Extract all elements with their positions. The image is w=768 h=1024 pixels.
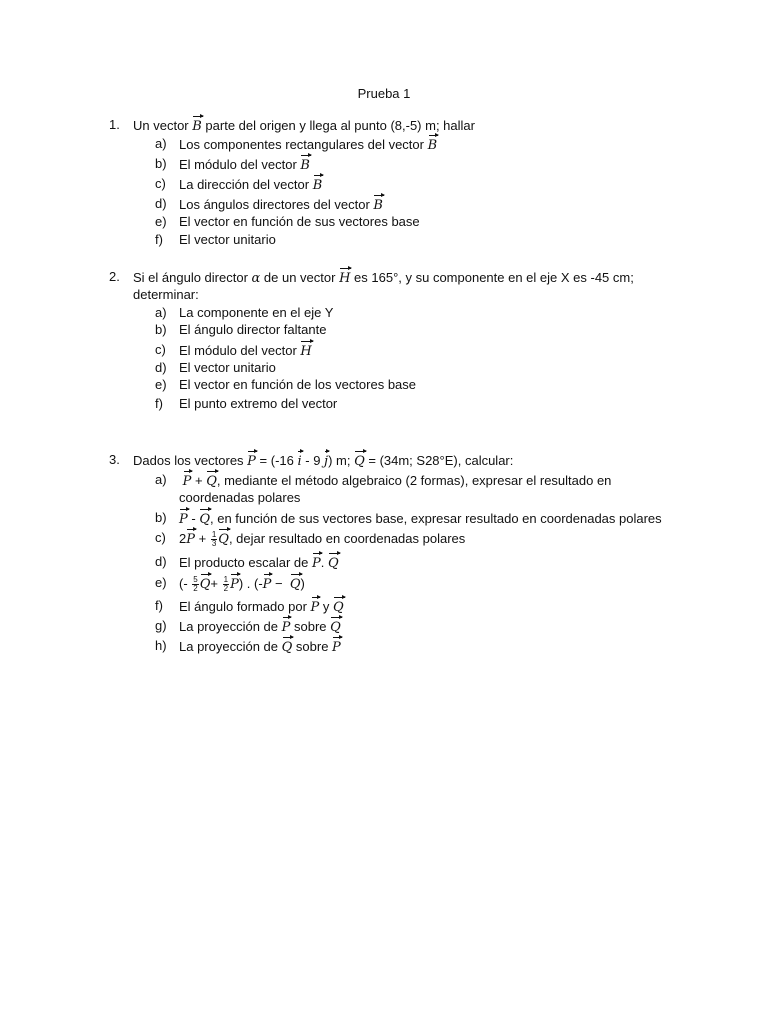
question-number: 2. xyxy=(109,269,120,284)
question-number: 3. xyxy=(109,452,120,467)
fraction: $\frac{1}{3}$ xyxy=(211,530,217,549)
question-number: 1. xyxy=(109,117,120,132)
question-text: Dados los vectores P = (-16 i - 9 j) m; Q = (34m; S28°E), calcular: xyxy=(133,453,514,469)
question-text: Un vector B parte del origen y llega al punto (8,-5) m; hallar xyxy=(133,118,475,134)
question-text: Si el ángulo director α de un vector H es 165°, y su componente en el eje X es -45 cm; xyxy=(133,270,634,286)
page-title: Prueba 1 xyxy=(357,86,411,101)
fraction: $\frac{1}{2}$ xyxy=(223,575,229,594)
fraction: $\frac{5}{2}$ xyxy=(193,575,198,594)
